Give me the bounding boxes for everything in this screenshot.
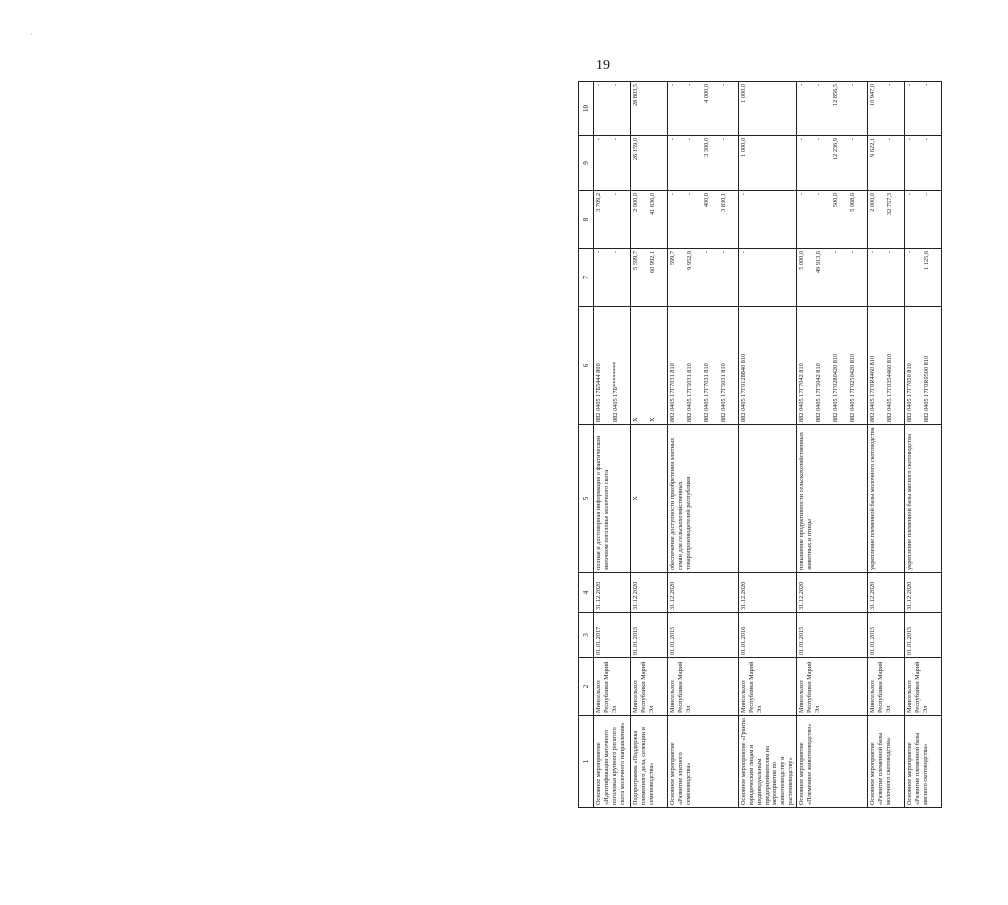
cell-c10 [631,82,668,136]
cell-c1: Основное мероприятие «Гранты юридическим лицам и индивидуальным предпринимателям на мероприятия по животноводству и растениеводству» [739,716,797,808]
cell-c7 [631,249,668,307]
cell-c5: полная и достоверная информация о фактическом маточном поголовье молочного скота [594,425,631,573]
cell-line: - [595,84,602,87]
cell-line: 5 068,6 [849,193,857,212]
cell-line: - [923,84,931,87]
cell-line: 32 757,3 [886,193,894,216]
cell-line: 882 0405 17Г0R4460 810 [869,355,877,422]
cell-line: - [798,193,806,196]
cell-c8 [797,191,868,249]
col-header: 6 [579,307,594,425]
cell-line: 882 0405 17Г5031 810 [719,363,727,422]
cell-line: 3 300,0 [703,138,710,157]
cell-c7 [668,249,739,307]
cell-line: 12 856,5 [832,84,840,107]
cell-line: 882 0405 17Г7031 810 [669,363,676,422]
cell-c3: 01.01.2015 [668,613,739,658]
cell-line: - [798,84,806,87]
cell-c2: Минсельхоз Республики Марий Эл [668,658,739,716]
cell-line: 882 0405 17Г7031 810 [702,363,710,422]
cell-line: - [923,138,931,141]
cell-c10 [739,82,797,136]
cell-line [649,84,657,133]
cell-c10 [668,82,739,136]
scan-mark: · [30,30,33,39]
cell-c9 [594,136,631,191]
cell-line: – [923,193,931,197]
cell-line: 500,0 [832,193,840,208]
cell-c8 [739,191,797,249]
cell-c4: 31.12.2020 [797,573,868,613]
cell-line: - [720,251,727,254]
cell-line: - [815,138,823,141]
cell-line: - [832,251,840,254]
cell-line: 60 992,1 [649,251,656,274]
table-body [594,82,942,808]
cell-c9 [905,136,942,191]
cell-c2: Минсельхоз Республики Марий Эл [797,658,868,716]
cell-c8 [668,191,739,249]
cell-codes [868,307,905,425]
cell-line: - [686,84,693,87]
cell-line: 4 000,0 [703,84,710,103]
cell-line: - [886,84,894,87]
cell-c2: Минсельхоз Республики Марий Эл [905,658,942,716]
cell-c3: 01.01.2015 [797,613,868,658]
cell-line: - [595,138,602,141]
cell-line: 1 000,0 [740,138,747,157]
cell-c3: 01.01.2017 [594,613,631,658]
cell-codes [631,307,668,425]
cell-codes [668,307,739,425]
cell-c7 [905,249,942,307]
cell-line: - [720,138,727,141]
cell-line: 12 236,9 [832,138,840,161]
cell-c10 [868,82,905,136]
cell-line: 882 0405 17Г0354460 810 [885,353,893,422]
cell-c7 [868,249,905,307]
cell-line: - [612,84,619,87]
cell-line: - [886,251,894,254]
cell-line: Х [632,417,639,422]
cell-c1: Основное мероприятие «Развитие племенной базы мясного скотоводства» [905,716,942,808]
cell-line: - [849,84,857,87]
cell-line: - [595,251,602,254]
cell-c1: Основное мероприятие «Идентификация маточного поголовья крупного рогатого скота молочного направления» [594,716,631,808]
cell-c10 [905,82,942,136]
cell-line: - [669,84,676,87]
col-header: 8 [579,191,594,249]
cell-c5: обеспечение доступности приобретения элитных семян для сельскохозяйственных товаропроизводителей республики [668,425,739,573]
cell-line: 3 830,1 [720,193,727,212]
cell-line: - [740,251,747,254]
cell-c10 [797,82,868,136]
cell-c5: повышение продуктивности сельскохозяйственных животных и птицы [797,425,868,573]
cell-line: 5 000,0 [798,251,806,270]
cell-c3: 01.01.2015 [631,613,668,658]
cell-c4: 31.12.2020 [594,573,631,613]
cell-c1: Основное мероприятие «Племенное животноводство» [797,716,868,808]
cell-line: 5 599,7 [632,251,639,270]
cell-codes [905,307,942,425]
cell-line: 1 125,6 [923,251,931,270]
cell-line: 882 0405 17Б5444 800 [595,363,602,422]
cell-c4: 31.12.2020 [631,573,668,613]
cell-c9 [797,136,868,191]
cell-line: 882 0405 17Г0128840 810 [740,353,747,422]
cell-line: - [740,193,747,196]
cell-c1: Основное мероприятие «Развитие элитного семеноводства» [668,716,739,808]
header-row [579,82,594,808]
cell-line: 882 0405 17Г5042 810 [814,363,822,422]
cell-line: 882 0405 17Г5031 810 [685,363,693,422]
table-row [797,82,868,808]
col-header: 10 [579,82,594,136]
col-header: 1 [579,716,594,808]
cell-c10 [594,82,631,136]
cell-c4: 31.12.2020 [739,573,797,613]
cell-line: - [798,138,806,141]
cell-line: - [612,138,619,141]
page-number: 19 [596,58,610,73]
table-row [594,82,631,808]
cell-c9 [868,136,905,191]
cell-c3: 01.01.2015 [868,613,905,658]
cell-line: 882 0405 17Г0280420 810 [831,353,839,422]
cell-line: - [906,251,914,254]
cell-c8 [594,191,631,249]
cell-line: 882 0405 17Г7050 810 [906,363,914,422]
cell-c3: 01.01.2016 [739,613,797,658]
cell-line: - [906,84,914,87]
cell-line: Х [648,417,656,422]
cell-line: 3 709,2 [595,193,602,212]
col-header: 7 [579,249,594,307]
cell-line: - [815,84,823,87]
cell-c5 [739,425,797,573]
cell-line: 882 0405 17Г0R0500 810 [922,355,930,422]
cell-line: 28 803,5 [632,84,639,107]
cell-line: - [686,138,693,141]
cell-c7 [594,249,631,307]
cell-line: 2 900,0 [632,193,639,212]
table-row [668,82,739,808]
cell-line: 10 947,0 [869,84,877,107]
table-row [868,82,905,808]
cell-c7 [739,249,797,307]
cell-line: - [906,193,914,196]
cell-line: 9 952,9 [686,251,693,270]
rotated-content [578,82,1008,808]
cell-line: 49 913,6 [815,251,823,274]
col-header: 3 [579,613,594,658]
cell-line: 41 636,0 [649,193,656,216]
cell-line: - [686,193,693,196]
cell-codes [739,307,797,425]
cell-line: 882 0405 17Г7042 810 [798,363,806,422]
cell-c1: Основное мероприятие «Развитие племенной базы молочного скотоводства» [868,716,905,808]
table-row [631,82,668,808]
cell-line: 400,0 [703,193,710,208]
cell-codes [797,307,868,425]
cell-c3: 01.01.2015 [905,613,942,658]
cell-c4: 31.12.2020 [668,573,739,613]
cell-line [649,138,657,188]
cell-c2: Минсельхоз Республики Марий Эл [631,658,668,716]
cell-line: 2 000,0 [869,193,877,212]
cell-c5: укрепление племенной базы молочного скотоводства [868,425,905,573]
cell-line: - [886,138,894,141]
cell-line: - [720,84,727,87]
cell-line: - [849,138,857,141]
cell-c4: 31.12.2020 [868,573,905,613]
cell-c9 [631,136,668,191]
cell-line: - [906,138,914,141]
cell-c5: укрепление племенной базы мясного скотоводства [905,425,942,573]
cell-line: 9 622,1 [869,138,877,157]
cell-c8 [868,191,905,249]
col-header: 5 [579,425,594,573]
table-row [739,82,797,808]
program-table [578,81,942,808]
cell-c2: Минсельхоз Республики Марий Эл [594,658,631,716]
col-header: 4 [579,573,594,613]
cell-c8 [905,191,942,249]
cell-c5: Х [631,425,668,573]
cell-line: 1 000,0 [740,84,747,103]
cell-line: 599,7 [669,251,676,266]
cell-line: - [849,251,857,254]
cell-c2: Минсельхоз Республики Марий Эл [868,658,905,716]
cell-line: - [815,193,823,196]
cell-line: - [669,193,676,196]
cell-line: - [869,251,877,254]
cell-c9 [668,136,739,191]
cell-c1: Подпрограмма «Поддержка племенного дела, селекции и семеноводства» [631,716,668,808]
cell-c7 [797,249,868,307]
table-row [905,82,942,808]
cell-c9 [739,136,797,191]
cell-line: 882 0405 17Г0250420 810 [848,353,856,422]
cell-c4: 31.12.2020 [905,573,942,613]
cell-line: - [669,138,676,141]
cell-line: - [612,251,619,254]
cell-line: 26 159,0 [632,138,639,161]
cell-line: - [703,251,710,254]
cell-c2: Минсельхоз Республики Марий Эл [739,658,797,716]
cell-c8 [631,191,668,249]
col-header: 9 [579,136,594,191]
cell-codes [594,307,631,425]
cell-line: - [612,193,619,196]
col-header: 2 [579,658,594,716]
cell-line: 882 0405 17Б******** [611,361,619,422]
